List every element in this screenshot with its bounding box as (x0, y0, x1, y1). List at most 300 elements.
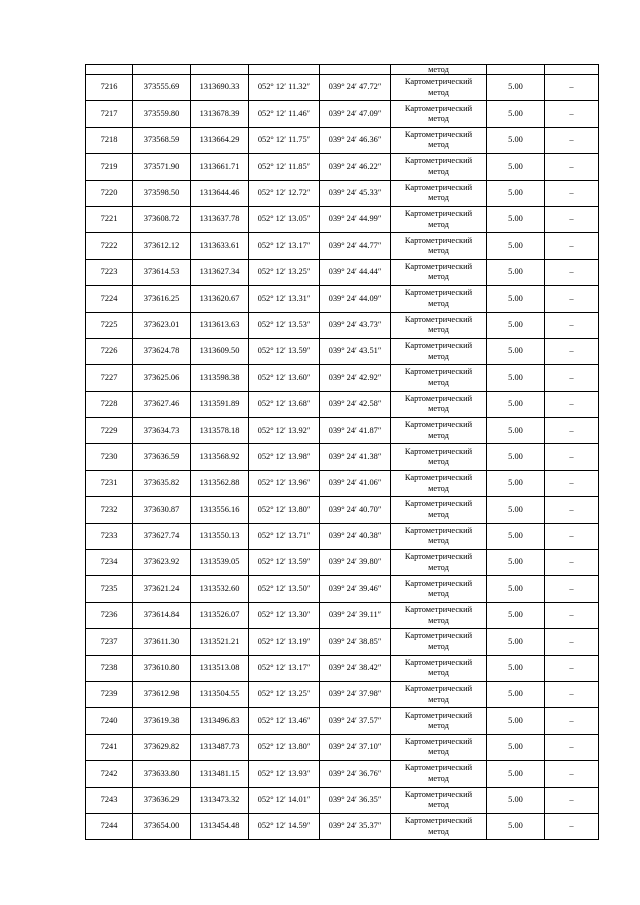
latitude-cell: 052° 12′ 14.59″ (249, 813, 320, 839)
accuracy-cell: 5.00 (487, 629, 545, 655)
latitude-cell: 052° 12′ 13.17″ (249, 655, 320, 681)
latitude-cell (249, 65, 320, 75)
latitude-cell: 052° 12′ 13.92″ (249, 418, 320, 444)
y-coordinate-cell: 1313568.92 (191, 444, 249, 470)
longitude-cell: 039° 24′ 44.44″ (320, 259, 391, 285)
y-coordinate-cell: 1313539.05 (191, 550, 249, 576)
note-cell: – (545, 576, 599, 602)
method-line-2: метод (428, 298, 449, 308)
point-number-cell: 7239 (86, 681, 133, 707)
table-row (86, 233, 599, 259)
note-cell: – (545, 101, 599, 127)
longitude-cell: 039° 24′ 46.36″ (320, 127, 391, 153)
x-coordinate-cell: 373616.25 (133, 286, 191, 312)
method-line-2: метод (428, 193, 449, 203)
method-line-2: метод (428, 562, 449, 572)
method-line-2: метод (428, 668, 449, 678)
y-coordinate-cell: 1313661.71 (191, 154, 249, 180)
table-row (86, 523, 599, 549)
method-cell (391, 681, 487, 707)
note-cell: – (545, 154, 599, 180)
accuracy-cell: 5.00 (487, 233, 545, 259)
y-coordinate-cell: 1313556.16 (191, 497, 249, 523)
y-coordinate-cell: 1313562.88 (191, 470, 249, 496)
accuracy-cell: 5.00 (487, 681, 545, 707)
latitude-cell: 052° 12′ 13.59″ (249, 550, 320, 576)
point-number-cell: 7242 (86, 761, 133, 787)
method-line-2: метод (428, 166, 449, 176)
x-coordinate-cell: 373635.82 (133, 470, 191, 496)
method-line-2: метод (428, 457, 449, 467)
method-line-1: Картометрический (404, 393, 473, 403)
point-number-cell: 7218 (86, 127, 133, 153)
note-cell: – (545, 550, 599, 576)
method-cell (391, 497, 487, 523)
longitude-cell: 039° 24′ 39.80″ (320, 550, 391, 576)
x-coordinate-cell: 373608.72 (133, 206, 191, 232)
latitude-cell: 052° 12′ 13.53″ (249, 312, 320, 338)
longitude-cell: 039° 24′ 42.92″ (320, 365, 391, 391)
method-cell (391, 576, 487, 602)
latitude-cell: 052° 12′ 11.75″ (249, 127, 320, 153)
method-cell (391, 602, 487, 628)
latitude-cell: 052° 12′ 11.32″ (249, 75, 320, 101)
note-cell: – (545, 444, 599, 470)
note-cell: – (545, 127, 599, 153)
accuracy-cell: 5.00 (487, 550, 545, 576)
point-number-cell: 7220 (86, 180, 133, 206)
table-row (86, 813, 599, 839)
table-row (86, 418, 599, 444)
accuracy-cell: 5.00 (487, 391, 545, 417)
table-row (86, 444, 599, 470)
latitude-cell: 052° 12′ 13.96″ (249, 470, 320, 496)
y-coordinate-cell: 1313633.61 (191, 233, 249, 259)
y-coordinate-cell: 1313454.48 (191, 813, 249, 839)
longitude-cell: 039° 24′ 41.87″ (320, 418, 391, 444)
y-coordinate-cell: 1313496.83 (191, 708, 249, 734)
y-coordinate-cell: 1313620.67 (191, 286, 249, 312)
point-number-cell: 7231 (86, 470, 133, 496)
method-cell (391, 734, 487, 760)
x-coordinate-cell: 373621.24 (133, 576, 191, 602)
method-cell (391, 655, 487, 681)
latitude-cell: 052° 12′ 13.30″ (249, 602, 320, 628)
point-number-cell: 7217 (86, 101, 133, 127)
latitude-cell: 052° 12′ 14.01″ (249, 787, 320, 813)
method-line-2: метод (428, 615, 449, 625)
x-coordinate-cell: 373634.73 (133, 418, 191, 444)
note-cell: – (545, 813, 599, 839)
latitude-cell: 052° 12′ 13.05″ (249, 206, 320, 232)
y-coordinate-cell: 1313578.18 (191, 418, 249, 444)
method-line-1: Картометрический (404, 578, 473, 588)
y-coordinate-cell: 1313664.29 (191, 127, 249, 153)
x-coordinate-cell: 373627.46 (133, 391, 191, 417)
y-coordinate-cell: 1313550.13 (191, 523, 249, 549)
y-coordinate-cell: 1313532.60 (191, 576, 249, 602)
point-number-cell: 7228 (86, 391, 133, 417)
method-line-1: Картометрический (404, 209, 473, 219)
table-row (86, 602, 599, 628)
latitude-cell: 052° 12′ 13.25″ (249, 259, 320, 285)
method-cell (391, 65, 487, 75)
note-cell: – (545, 655, 599, 681)
latitude-cell: 052° 12′ 11.46″ (249, 101, 320, 127)
method-line-1: Картометрический (404, 77, 473, 87)
method-line-2: метод (428, 351, 449, 361)
note-cell: – (545, 418, 599, 444)
accuracy-cell: 5.00 (487, 180, 545, 206)
table-row (86, 365, 599, 391)
method-line-1: Картометрический (404, 341, 473, 351)
table-row (86, 259, 599, 285)
method-cell (391, 418, 487, 444)
longitude-cell: 039° 24′ 47.72″ (320, 75, 391, 101)
table-row (86, 761, 599, 787)
x-coordinate-cell: 373614.53 (133, 259, 191, 285)
note-cell: – (545, 233, 599, 259)
method-line-2: метод (428, 246, 449, 256)
longitude-cell: 039° 24′ 36.35″ (320, 787, 391, 813)
method-cell (391, 101, 487, 127)
longitude-cell (320, 65, 391, 75)
longitude-cell: 039° 24′ 37.57″ (320, 708, 391, 734)
latitude-cell: 052° 12′ 13.93″ (249, 761, 320, 787)
x-coordinate-cell: 373598.50 (133, 180, 191, 206)
y-coordinate-cell: 1313473.32 (191, 787, 249, 813)
method-line-1: Картометрический (404, 420, 473, 430)
point-number-cell: 7234 (86, 550, 133, 576)
y-coordinate-cell (191, 65, 249, 75)
point-number-cell: 7235 (86, 576, 133, 602)
method-cell (391, 391, 487, 417)
note-cell: – (545, 761, 599, 787)
accuracy-cell: 5.00 (487, 787, 545, 813)
y-coordinate-cell: 1313487.73 (191, 734, 249, 760)
x-coordinate-cell: 373614.84 (133, 602, 191, 628)
method-line-1: Картометрический (404, 235, 473, 245)
latitude-cell: 052° 12′ 13.68″ (249, 391, 320, 417)
accuracy-cell: 5.00 (487, 576, 545, 602)
longitude-cell: 039° 24′ 41.06″ (320, 470, 391, 496)
point-number-cell: 7216 (86, 75, 133, 101)
table-row (86, 550, 599, 576)
method-cell (391, 338, 487, 364)
note-cell: – (545, 734, 599, 760)
longitude-cell: 039° 24′ 47.09″ (320, 101, 391, 127)
table-row (86, 708, 599, 734)
accuracy-cell: 5.00 (487, 286, 545, 312)
method-line-2: метод (428, 325, 449, 335)
point-number-cell: 7227 (86, 365, 133, 391)
x-coordinate-cell: 373610.80 (133, 655, 191, 681)
longitude-cell: 039° 24′ 39.11″ (320, 602, 391, 628)
method-cell (391, 233, 487, 259)
x-coordinate-cell: 373624.78 (133, 338, 191, 364)
method-cell (391, 761, 487, 787)
accuracy-cell: 5.00 (487, 206, 545, 232)
table-row (86, 154, 599, 180)
point-number-cell: 7240 (86, 708, 133, 734)
note-cell: – (545, 629, 599, 655)
table-row (86, 576, 599, 602)
table-row (86, 101, 599, 127)
method-line-1: Картометрический (404, 736, 473, 746)
longitude-cell: 039° 24′ 36.76″ (320, 761, 391, 787)
latitude-cell: 052° 12′ 13.59″ (249, 338, 320, 364)
point-number-cell: 7221 (86, 206, 133, 232)
accuracy-cell: 5.00 (487, 338, 545, 364)
note-cell: – (545, 206, 599, 232)
latitude-cell: 052° 12′ 13.19″ (249, 629, 320, 655)
x-coordinate-cell: 373630.87 (133, 497, 191, 523)
latitude-cell: 052° 12′ 13.71″ (249, 523, 320, 549)
method-line-2: метод (428, 800, 449, 810)
longitude-cell: 039° 24′ 41.38″ (320, 444, 391, 470)
method-cell (391, 127, 487, 153)
latitude-cell: 052° 12′ 11.85″ (249, 154, 320, 180)
table-row (86, 629, 599, 655)
method-line-2: метод (428, 377, 449, 387)
method-line-1: Картометрический (404, 446, 473, 456)
method-line-1: Картометрический (404, 631, 473, 641)
latitude-cell: 052° 12′ 13.50″ (249, 576, 320, 602)
point-number-cell: 7237 (86, 629, 133, 655)
method-line-1: Картометрический (404, 103, 473, 113)
latitude-cell: 052° 12′ 13.17″ (249, 233, 320, 259)
method-line-2: метод (428, 694, 449, 704)
note-cell: – (545, 338, 599, 364)
method-cell (391, 286, 487, 312)
longitude-cell: 039° 24′ 37.98″ (320, 681, 391, 707)
method-line-1: Картометрический (404, 288, 473, 298)
x-coordinate-cell (133, 65, 191, 75)
table-row (86, 286, 599, 312)
method-line-1: Картометрический (404, 182, 473, 192)
note-cell: – (545, 681, 599, 707)
point-number-cell: 7236 (86, 602, 133, 628)
x-coordinate-cell: 373629.82 (133, 734, 191, 760)
longitude-cell: 039° 24′ 45.33″ (320, 180, 391, 206)
table-row (86, 180, 599, 206)
x-coordinate-cell: 373571.90 (133, 154, 191, 180)
table-row (86, 734, 599, 760)
y-coordinate-cell: 1313613.63 (191, 312, 249, 338)
method-line-2: метод (428, 404, 449, 414)
point-number-cell: 7222 (86, 233, 133, 259)
accuracy-cell: 5.00 (487, 813, 545, 839)
accuracy-cell: 5.00 (487, 127, 545, 153)
accuracy-cell: 5.00 (487, 418, 545, 444)
note-cell: – (545, 365, 599, 391)
method-line-1: Картометрический (404, 367, 473, 377)
table-row (86, 391, 599, 417)
method-cell (391, 180, 487, 206)
accuracy-cell: 5.00 (487, 312, 545, 338)
x-coordinate-cell: 373627.74 (133, 523, 191, 549)
point-number-cell: 7223 (86, 259, 133, 285)
longitude-cell: 039° 24′ 44.77″ (320, 233, 391, 259)
method-line-2: метод (428, 589, 449, 599)
method-tail: метод (428, 65, 449, 74)
accuracy-cell: 5.00 (487, 470, 545, 496)
longitude-cell: 039° 24′ 39.46″ (320, 576, 391, 602)
method-line-1: Картометрический (404, 684, 473, 694)
longitude-cell: 039° 24′ 40.38″ (320, 523, 391, 549)
longitude-cell: 039° 24′ 40.70″ (320, 497, 391, 523)
accuracy-cell: 5.00 (487, 101, 545, 127)
y-coordinate-cell: 1313678.39 (191, 101, 249, 127)
y-coordinate-cell: 1313526.07 (191, 602, 249, 628)
method-line-1: Картометрический (404, 605, 473, 614)
method-line-1: Картометрический (404, 710, 473, 720)
y-coordinate-cell: 1313644.46 (191, 180, 249, 206)
y-coordinate-cell: 1313637.78 (191, 206, 249, 232)
method-cell (391, 813, 487, 839)
table-row (86, 497, 599, 523)
longitude-cell: 039° 24′ 43.51″ (320, 338, 391, 364)
accuracy-cell: 5.00 (487, 75, 545, 101)
method-line-1: Картометрический (404, 657, 473, 667)
point-number-cell: 7244 (86, 813, 133, 839)
point-number-cell: 7224 (86, 286, 133, 312)
method-cell (391, 259, 487, 285)
y-coordinate-cell: 1313627.34 (191, 259, 249, 285)
latitude-cell: 052° 12′ 13.31″ (249, 286, 320, 312)
longitude-cell: 039° 24′ 35.37″ (320, 813, 391, 839)
latitude-cell: 052° 12′ 13.46″ (249, 708, 320, 734)
point-number-cell: 7232 (86, 497, 133, 523)
point-number-cell: 7233 (86, 523, 133, 549)
point-number-cell: 7238 (86, 655, 133, 681)
y-coordinate-cell: 1313521.21 (191, 629, 249, 655)
point-number-cell: 7219 (86, 154, 133, 180)
latitude-cell: 052° 12′ 13.25″ (249, 681, 320, 707)
latitude-cell: 052° 12′ 12.72″ (249, 180, 320, 206)
table-row (86, 312, 599, 338)
table-row (86, 681, 599, 707)
point-number-cell (86, 65, 133, 75)
y-coordinate-cell: 1313591.89 (191, 391, 249, 417)
method-line-1: Картометрический (404, 816, 473, 826)
table-row (86, 206, 599, 232)
point-number-cell: 7225 (86, 312, 133, 338)
x-coordinate-cell: 373611.30 (133, 629, 191, 655)
x-coordinate-cell: 373654.00 (133, 813, 191, 839)
note-cell: – (545, 470, 599, 496)
accuracy-cell: 5.00 (487, 655, 545, 681)
method-line-1: Картометрический (404, 499, 473, 509)
method-line-2: метод (428, 87, 449, 97)
method-cell (391, 365, 487, 391)
y-coordinate-cell: 1313609.50 (191, 338, 249, 364)
method-line-2: метод (428, 509, 449, 519)
method-line-1: Картометрический (404, 314, 473, 324)
method-line-1: Картометрический (404, 261, 473, 271)
method-line-2: метод (428, 219, 449, 229)
accuracy-cell: 5.00 (487, 365, 545, 391)
latitude-cell: 052° 12′ 13.80″ (249, 497, 320, 523)
table-row (86, 787, 599, 813)
point-number-cell: 7241 (86, 734, 133, 760)
accuracy-cell: 5.00 (487, 523, 545, 549)
method-line-1: Картометрический (404, 129, 473, 139)
method-line-2: метод (428, 430, 449, 440)
accuracy-cell: 5.00 (487, 154, 545, 180)
method-cell (391, 154, 487, 180)
method-cell (391, 708, 487, 734)
method-cell (391, 523, 487, 549)
method-line-2: метод (428, 140, 449, 150)
method-line-2: метод (428, 747, 449, 757)
note-cell: – (545, 708, 599, 734)
table-row (86, 470, 599, 496)
x-coordinate-cell: 373559.80 (133, 101, 191, 127)
note-cell: – (545, 391, 599, 417)
method-line-2: метод (428, 721, 449, 731)
table-row (86, 655, 599, 681)
table-row (86, 127, 599, 153)
method-line-1: Картометрический (404, 552, 473, 562)
longitude-cell: 039° 24′ 46.22″ (320, 154, 391, 180)
method-line-1: Картометрический (404, 763, 473, 773)
method-line-2: метод (428, 114, 449, 124)
table-row (86, 338, 599, 364)
x-coordinate-cell: 373625.06 (133, 365, 191, 391)
latitude-cell: 052° 12′ 13.80″ (249, 734, 320, 760)
x-coordinate-cell: 373636.29 (133, 787, 191, 813)
note-cell: – (545, 312, 599, 338)
method-cell (391, 470, 487, 496)
longitude-cell: 039° 24′ 43.73″ (320, 312, 391, 338)
method-line-1: Картометрический (404, 789, 473, 799)
method-line-2: метод (428, 773, 449, 783)
point-number-cell: 7230 (86, 444, 133, 470)
method-cell (391, 550, 487, 576)
method-line-1: Картометрический (404, 473, 473, 483)
y-coordinate-cell: 1313690.33 (191, 75, 249, 101)
x-coordinate-cell: 373623.92 (133, 550, 191, 576)
x-coordinate-cell: 373568.59 (133, 127, 191, 153)
method-line-2: метод (428, 826, 449, 836)
longitude-cell: 039° 24′ 38.85″ (320, 629, 391, 655)
point-number-cell: 7243 (86, 787, 133, 813)
accuracy-cell: 5.00 (487, 761, 545, 787)
method-line-2: метод (428, 483, 449, 493)
accuracy-cell: 5.00 (487, 444, 545, 470)
x-coordinate-cell: 373555.69 (133, 75, 191, 101)
x-coordinate-cell: 373612.12 (133, 233, 191, 259)
note-cell: – (545, 259, 599, 285)
accuracy-cell (487, 65, 545, 75)
table-row (86, 75, 599, 101)
x-coordinate-cell: 373636.59 (133, 444, 191, 470)
coordinates-table (85, 64, 599, 840)
note-cell: – (545, 602, 599, 628)
longitude-cell: 039° 24′ 44.09″ (320, 286, 391, 312)
continued-row (86, 65, 599, 75)
note-cell: – (545, 75, 599, 101)
longitude-cell: 039° 24′ 42.58″ (320, 391, 391, 417)
longitude-cell: 039° 24′ 37.10″ (320, 734, 391, 760)
y-coordinate-cell: 1313481.15 (191, 761, 249, 787)
method-line-1: Картометрический (404, 525, 473, 535)
method-line-2: метод (428, 272, 449, 282)
longitude-cell: 039° 24′ 44.99″ (320, 206, 391, 232)
method-line-1: Картометрический (404, 156, 473, 166)
x-coordinate-cell: 373612.98 (133, 681, 191, 707)
